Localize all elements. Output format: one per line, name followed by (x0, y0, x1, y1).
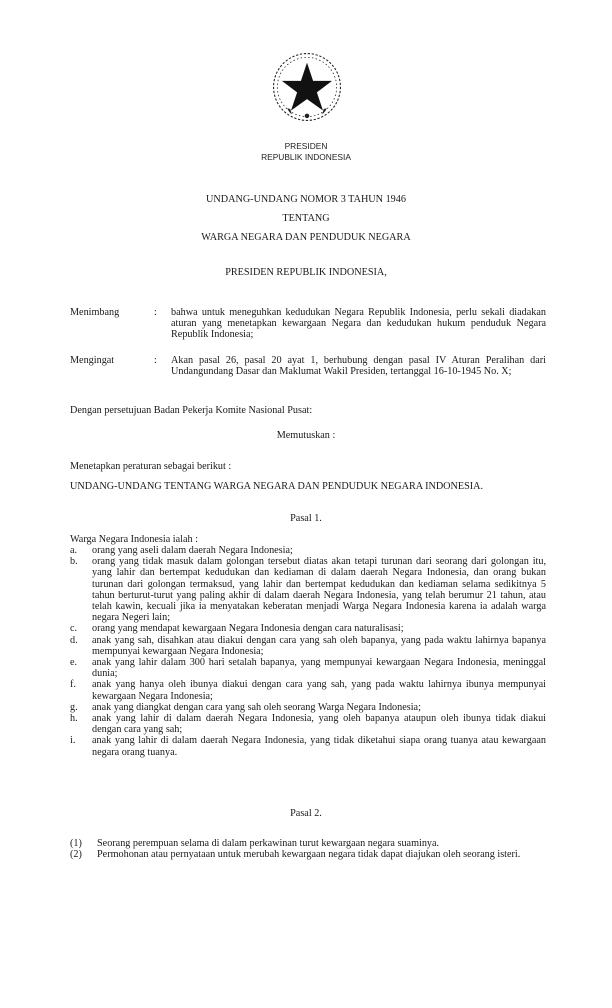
pasal-1-heading: Pasal 1. (290, 513, 322, 524)
law-subject: WARGA NEGARA DAN PENDUDUK NEGARA (201, 232, 411, 243)
pasal-1-list (70, 545, 546, 758)
list-item: f. anak yang hanya oleh ibunya diakui dengan cara yang sah, yang pada waktu lahirnya ibunya mempunyai kewargaan Negara Indonesia; (70, 679, 546, 702)
list-item: g. anak yang diangkat dengan cara yang sah oleh seorang Warga Negara Indonesia; (70, 701, 421, 713)
law-title: UNDANG-UNDANG NOMOR 3 TAHUN 1946 (206, 194, 406, 205)
list-item: d. anak yang sah, disahkan atau diakui dengan cara yang sah oleh bapanya, yang pada waktu lahirnya bapanya mempunyai kewargaan Negara Indonesia; (70, 634, 546, 657)
list-item: i. anak yang lahir di dalam daerah Negara Indonesia, yang tidak diketahui siapa orang tuanya atau kewargaan negara orang tuanya. (70, 735, 546, 758)
list-item: c. orang yang mendapat kewargaan Negara Indonesia dengan cara naturalisasi; (70, 623, 404, 635)
menimbang-colon: : (154, 307, 157, 318)
issuer: PRESIDEN REPUBLIK INDONESIA, (225, 267, 387, 278)
menimbang-text: bahwa untuk meneguhkan kedudukan Negara Republik Indonesia, perlu sekali diadakan aturan yang menetapkan kewargaan Negara dan kedudukan hukum penduduk Negara Republik Indonesia; (171, 307, 546, 340)
header-line-republik: REPUBLIK INDONESIA (261, 152, 351, 162)
list-item: a. orang yang aseli dalam daerah Negara Indonesia; (70, 545, 293, 556)
mengingat-colon: : (154, 355, 157, 366)
pasal-2-list (70, 838, 546, 860)
mengingat-text: Akan pasal 26, pasal 20 ayat 1, berhubung dengan pasal IV Aturan Peralihan dari Undangundang Dasar dan Maklumat Wakil Presiden, tertanggal 16-10-1945 No. X; (171, 355, 546, 377)
list-item: (2) Permohonan atau pernyataan untuk merubah kewargaan negara tidak dapat diajukan oleh seorang isteri. (70, 849, 521, 861)
enact-title: UNDANG-UNDANG TENTANG WARGA NEGARA DAN PENDUDUK NEGARA INDONESIA. (70, 481, 484, 492)
list-item: e. anak yang lahir dalam 300 hari setalah bapanya, yang mempunyai kewargaan Negara Indonesia, meninggal dunia; (70, 657, 546, 680)
header-line-presiden: PRESIDEN (284, 141, 328, 151)
mengingat-label: Mengingat (70, 355, 115, 366)
pasal-2-heading: Pasal 2. (290, 808, 322, 819)
law-tentang: TENTANG (282, 213, 330, 224)
list-item: h. anak yang lahir di dalam daerah Negara Indonesia, yang oleh bapanya ataupun oleh ibunya tidak diakui dengan cara yang sah; (70, 713, 546, 736)
pasal-1-intro: Warga Negara Indonesia ialah : (70, 534, 198, 545)
menimbang-label: Menimbang (70, 307, 120, 318)
approval-text: Dengan persetujuan Badan Pekerja Komite Nasional Pusat: (70, 405, 313, 416)
presidential-emblem-icon (269, 49, 345, 125)
enact-text: Menetapkan peraturan sebagai berikut : (70, 461, 232, 472)
list-item: b. orang yang tidak masuk dalam golongan tersebut diatas akan tetapi turunan dari seorang dari golongan itu, yang lahir dan bertempat kedudukan dan kediaman di dalam daerah Negara Indonesia, dan orang bukan turunan dari golongan termaksud, yang lahir dan bertempat kedudukan dan kediaman selama sedikitnya 5 tahun berturut-turut yang paling akhir di dalam daerah Negara Indonesia, yang telah berumur 21 tahun, atau telah kawin, kecuali jika ia menyatakan keberatan menjadi Warga Negara Indonesia karena ia adalah warga negara Negeri lain; (70, 556, 546, 624)
list-item: (1) Seorang perempuan selama di dalam perkawinan turut kewargaan negara suaminya. (70, 838, 440, 849)
decision-text: Memutuskan : (276, 430, 336, 441)
